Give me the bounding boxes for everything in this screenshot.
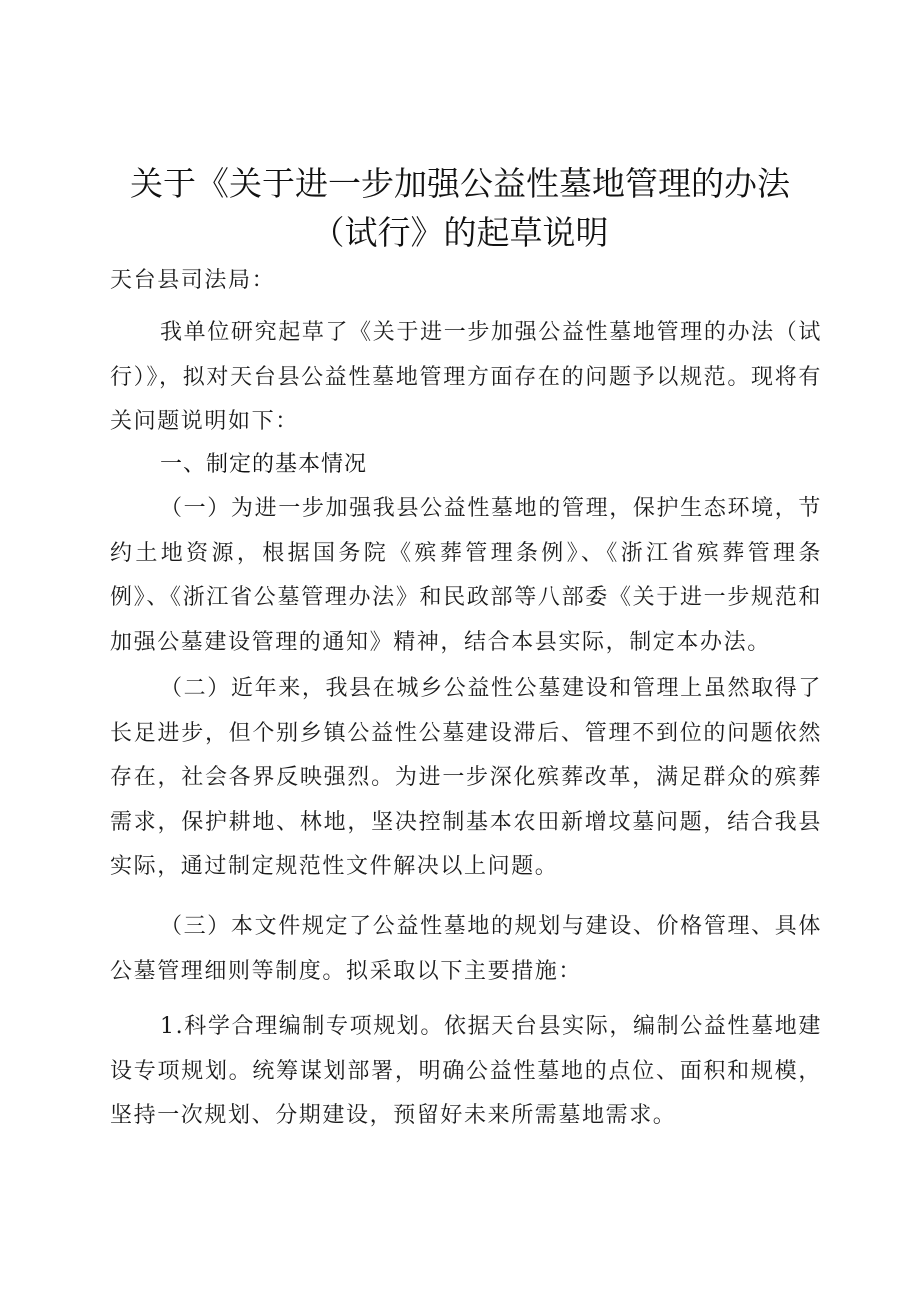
document-title-line-1: 关于《关于进一步加强公益性墓地管理的办法: [130, 164, 790, 203]
paragraph-1: （一）为进一步加强我县公益性墓地的管理，保护生态环境，节约土地资源，根据国务院《殡葬管理条例》、《浙江省殡葬管理条例》、《浙江省公墓管理办法》和民政部等八部委《关于进一步规范和加强公墓建设管理的通知》精神，结合本县实际，制定本办法。: [110, 496, 822, 655]
document-title-line-2: （试行》的起草说明: [311, 213, 609, 252]
paragraph-4: 1.科学合理编制专项规划。依据天台县实际，编制公益性墓地建设专项规划。统筹谋划部署，明确公益性墓地的点位、面积和规模，坚持一次规划、分期建设，预留好未来所需墓地需求。: [110, 1014, 822, 1128]
paragraph-3: （三）本文件规定了公益性墓地的规划与建设、价格管理、具体公墓管理细则等制度。拟采取以下主要措施：: [110, 914, 822, 984]
section-heading-basic-situation: 一、制定的基本情况: [160, 452, 368, 477]
addressee: 天台县司法局：: [110, 268, 276, 293]
paragraph-2: （二）近年来，我县在城乡公益性公墓建设和管理上虽然取得了长足进步，但个别乡镇公益性公墓建设滞后、管理不到位的问题依然存在，社会各界反映强烈。为进一步深化殡葬改革，满足群众的殡葬需求，保护耕地、林地，坚决控制基本农田新增坟墓问题，结合我县实际，通过制定规范性文件解决以上问题。: [110, 676, 822, 879]
intro-paragraph: 我单位研究起草了《关于进一步加强公益性墓地管理的办法（试行）》，拟对天台县公益性墓地管理方面存在的问题予以规范。现将有关问题说明如下：: [110, 320, 822, 434]
